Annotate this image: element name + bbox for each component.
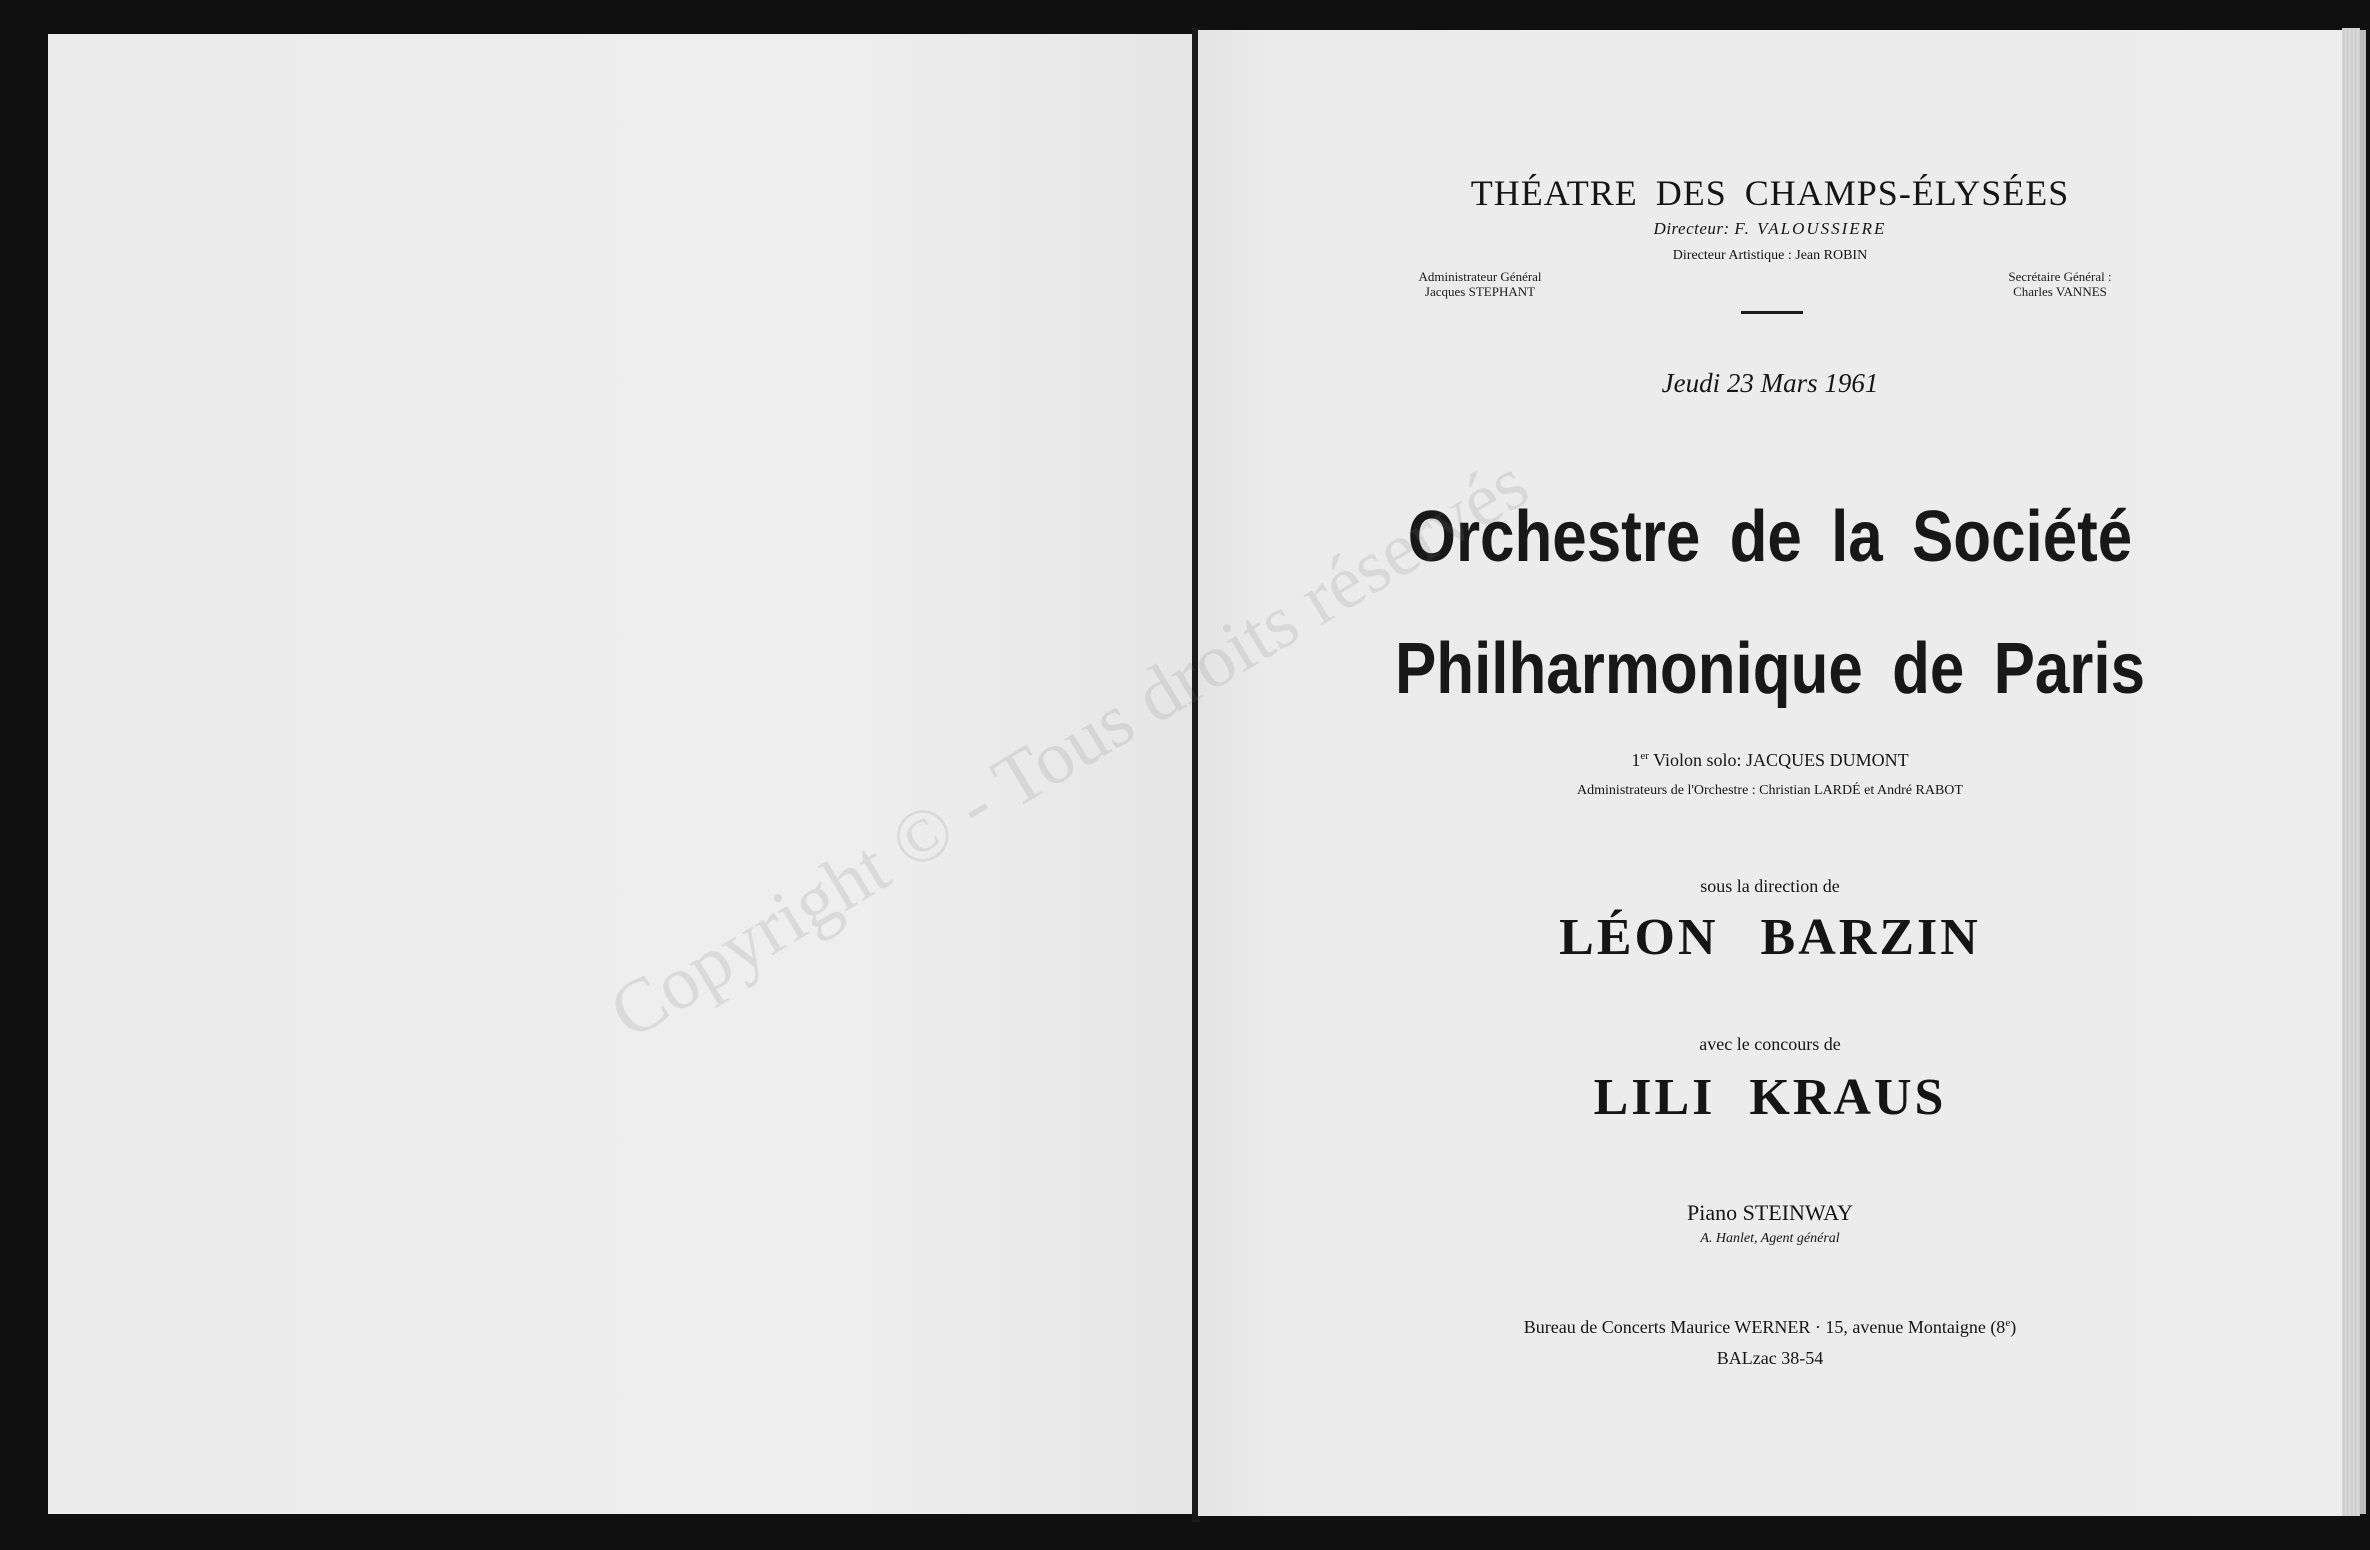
violin-sup: er [1640, 750, 1649, 762]
bureau-phone: BALzac 38-54 [1716, 1348, 1824, 1368]
secretary-title: Secrétaire Général : [2008, 269, 2112, 284]
page-edges [2342, 28, 2360, 1516]
soloist-name: LILI KRAUS [1593, 1069, 1947, 1126]
piano-agent: A. Hanlet, Agent général [1700, 1231, 1840, 1246]
orchestra-title-line2: Philharmonique de Paris [1394, 629, 2146, 709]
bureau-sup: e [2005, 1317, 2011, 1329]
director-label: Directeur: [1653, 219, 1730, 238]
secretary-general [1960, 269, 2160, 299]
concours-label: avec le concours de [1699, 1034, 1841, 1054]
director-line [1198, 219, 2342, 239]
direction-label: sous la direction de [1700, 876, 1840, 896]
divider-rule [1741, 311, 1803, 314]
bureau-end: ) [2010, 1317, 2017, 1337]
admin-general-title: Administrateur Général [1418, 269, 1542, 284]
page-edges-outer [2360, 30, 2366, 1514]
director-name: F. VALOUSSIERE [1734, 219, 1887, 238]
bureau-main: Bureau de Concerts Maurice WERNER · 15, avenue Montaigne (8 [1523, 1317, 2006, 1337]
administrator-general [1380, 269, 1580, 299]
first-violin-line [1198, 750, 2342, 771]
theatre-title: THÉATRE DES CHAMPS-ÉLYSÉES [1470, 173, 2070, 213]
admin-general-name: Jacques STEPHANT [1424, 284, 1536, 299]
violin-rest: Violon solo: JACQUES DUMONT [1648, 750, 1909, 770]
concert-bureau [1198, 1317, 2342, 1338]
orchestra-title-line1: Orchestre de la Société [1407, 497, 2133, 577]
orchestra-administrators: Administrateurs de l'Orchestre : Christian LARDÉ et André RABOT [1577, 783, 1963, 798]
violin-prefix: 1 [1631, 750, 1641, 770]
left-page-blank [48, 34, 1192, 1514]
artistic-director: Directeur Artistique : Jean ROBIN [1672, 248, 1868, 263]
concert-date: Jeudi 23 Mars 1961 [1661, 368, 1879, 398]
secretary-name: Charles VANNES [2013, 284, 2107, 299]
conductor-name: LÉON BARZIN [1559, 909, 1981, 966]
piano-sponsor: Piano STEINWAY [1686, 1200, 1854, 1225]
